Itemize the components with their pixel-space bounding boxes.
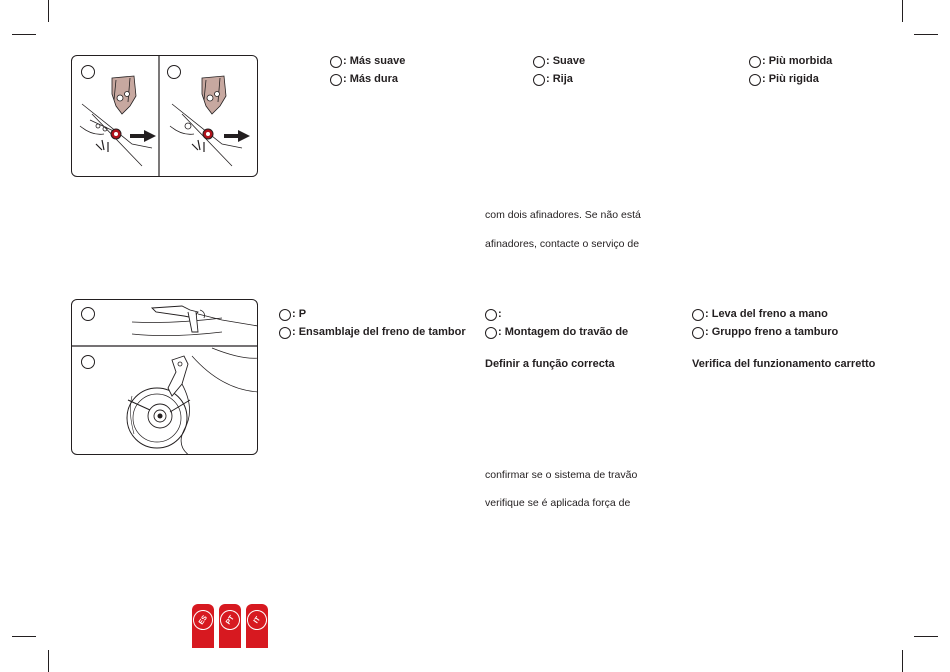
number-circle xyxy=(533,74,545,86)
crop-mark xyxy=(914,34,938,35)
legend-it-item2: : Gruppo freno a tamburo xyxy=(692,326,838,339)
tab-label: ES xyxy=(189,606,217,634)
crop-mark xyxy=(914,636,938,637)
crop-mark xyxy=(902,0,903,22)
crop-mark xyxy=(48,0,49,22)
legend-es-item1: : P xyxy=(279,308,306,321)
crop-mark xyxy=(12,34,36,35)
number-circle xyxy=(279,309,291,321)
legend-pt-item1: : xyxy=(485,308,502,321)
tab-label: IT xyxy=(243,606,271,634)
drum-brake-drawing xyxy=(127,348,258,455)
language-tab-it xyxy=(246,604,268,648)
number-circle xyxy=(279,327,291,339)
language-tab-es xyxy=(192,604,214,648)
figure-number-marker xyxy=(81,355,95,369)
legend-pt-item2: : Montagem do travão de xyxy=(485,326,628,339)
legend-pt-soft: : Suave xyxy=(533,55,585,68)
drum-brake-illustration xyxy=(72,300,258,455)
figure-number-marker xyxy=(81,307,95,321)
legend-es-soft: : Más suave xyxy=(330,55,405,68)
pt-body-line: com dois afinadores. Se não está xyxy=(485,209,641,221)
figure-number-marker xyxy=(167,65,181,79)
it-section-heading: Verifica del funzionamento carretto xyxy=(692,358,876,370)
pt-body-line: verifique se é aplicada força de xyxy=(485,497,631,509)
language-tab-pt xyxy=(219,604,241,648)
number-circle xyxy=(485,327,497,339)
figure-number-marker xyxy=(81,65,95,79)
pt-body-line: afinadores, contacte o serviço de xyxy=(485,238,640,250)
crop-mark xyxy=(902,650,903,672)
legend-it-item1: : Leva del freno a mano xyxy=(692,308,828,321)
number-circle xyxy=(749,56,761,68)
drum-brake-figure xyxy=(71,299,258,455)
legend-it-soft: : Più morbida xyxy=(749,55,832,68)
legend-pt-hard: : Rija xyxy=(533,73,573,86)
legend-it-hard: : Più rigida xyxy=(749,73,819,86)
legend-es-item2: : Ensamblaje del freno de tambor xyxy=(279,326,466,339)
tab-label: PT xyxy=(216,606,244,634)
adjuster-soft-drawing xyxy=(80,76,156,166)
number-circle xyxy=(485,309,497,321)
crop-mark xyxy=(48,650,49,672)
crop-mark xyxy=(12,636,36,637)
legend-es-hard: : Más dura xyxy=(330,73,398,86)
number-circle xyxy=(330,74,342,86)
number-circle xyxy=(692,327,704,339)
brake-adjust-illustration xyxy=(72,56,258,177)
number-circle xyxy=(749,74,761,86)
brake-adjust-figure xyxy=(71,55,258,177)
number-circle xyxy=(533,56,545,68)
pt-section-heading: Definir a função correcta xyxy=(485,358,615,370)
number-circle xyxy=(692,309,704,321)
pt-body-line: confirmar se o sistema de travão xyxy=(485,469,638,481)
number-circle xyxy=(330,56,342,68)
hand-lever-drawing xyxy=(132,306,258,336)
adjuster-hard-drawing xyxy=(170,76,250,166)
